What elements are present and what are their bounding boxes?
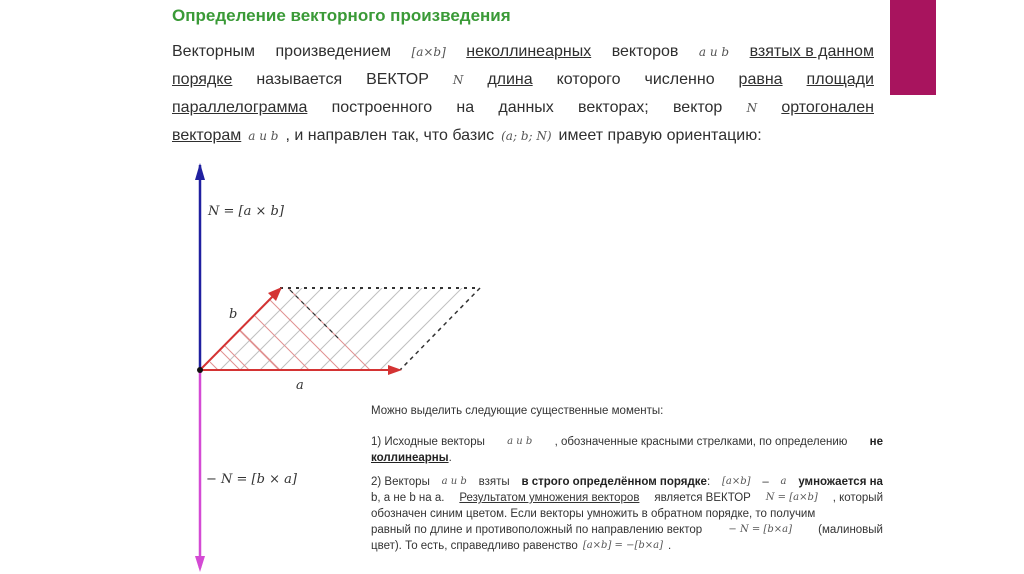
- word: численно: [644, 71, 715, 88]
- text-segment: :: [706, 476, 711, 488]
- emphasis-collinear: коллинеарны: [371, 452, 449, 464]
- term-area: площади: [806, 71, 874, 88]
- term-result: Результатом умножения векторов: [459, 492, 640, 504]
- formula-neg-N: − N = [b×a]: [728, 524, 792, 535]
- text-segment: .: [448, 452, 452, 464]
- term-noncollinear: неколлинеарных: [466, 43, 592, 60]
- text-segment: имеет правую ориентацию:: [558, 127, 762, 144]
- word: на: [456, 99, 475, 116]
- label-a: a: [296, 378, 304, 393]
- label-b: b: [229, 307, 238, 322]
- formula-basis: (a; b; N): [501, 129, 552, 143]
- parallelogram-right-edge: [400, 288, 480, 370]
- term-equal: равна: [738, 71, 783, 88]
- text-segment: цвет). То есть, справедливо равенство: [371, 540, 578, 552]
- vector-a-arrowhead: [388, 365, 402, 375]
- label-N: N = [a × b]: [208, 204, 284, 219]
- note-1: [371, 434, 883, 466]
- vector-b-shaft: [200, 291, 278, 370]
- formula-N: N: [746, 101, 758, 115]
- formula-vectors-a-b: a и b: [698, 45, 730, 59]
- formula-cross-product: [a×b]: [411, 45, 446, 59]
- word: Векторным: [172, 43, 256, 60]
- formula-cross-product: [a×b]: [721, 476, 751, 487]
- formula-N: N: [452, 73, 464, 87]
- term-vectors: векторам: [172, 127, 242, 144]
- text-segment: .: [668, 540, 672, 552]
- formula-a: a: [780, 476, 787, 487]
- text-segment: –: [762, 476, 769, 488]
- word: которого: [556, 71, 621, 88]
- label-neg-N: − N = [b × a]: [206, 472, 297, 487]
- formula-vectors-a-b: a и b: [441, 476, 467, 487]
- text-segment: обозначен синим цветом. Если векторы умножить в обратном порядке, то получим: [371, 508, 816, 520]
- word: произведением: [275, 43, 392, 60]
- note-1-line-1: [371, 434, 883, 450]
- term-orthogonal: ортогонален: [781, 99, 874, 116]
- term-parallelogram: параллелограмма: [172, 99, 308, 116]
- notes-intro: Можно выделить следующие существенные моменты:: [371, 405, 664, 417]
- formula-vectors-a-b: a и b: [507, 436, 533, 447]
- word: построенного: [331, 99, 433, 116]
- word: ВЕКТОР: [366, 71, 429, 88]
- text-segment: b, а не b на a.: [371, 492, 445, 504]
- note-2-line-3: [371, 506, 883, 522]
- note-2-line-4: [371, 522, 883, 538]
- word: данных: [498, 99, 554, 116]
- word: называется: [256, 71, 343, 88]
- emphasis-strict-order: в строго определённом порядке: [521, 476, 707, 488]
- text-segment: , и направлен так, что базис: [285, 127, 495, 144]
- text-segment: , обозначенные красными стрелками, по определению: [554, 436, 848, 448]
- formula-vectors-a-b: a и b: [248, 129, 279, 143]
- word: вектор: [672, 99, 723, 116]
- text-segment: равный по длине и противоположный по направлению вектор: [371, 524, 703, 536]
- note-2-line-5: [371, 538, 883, 554]
- notes-block: [371, 403, 883, 562]
- term-order: порядке: [172, 71, 233, 88]
- vector-N-arrowhead: [195, 163, 205, 180]
- text-segment: , который: [832, 492, 883, 504]
- term-given-order: взятых в данном: [749, 43, 874, 60]
- word: векторов: [611, 43, 679, 60]
- text-segment: является ВЕКТОР: [654, 492, 751, 504]
- vector-neg-N-arrowhead: [195, 556, 205, 572]
- text-segment: взяты: [478, 476, 510, 488]
- note-2-line-2: [371, 490, 883, 506]
- term-length: длина: [487, 71, 533, 88]
- formula-anticommutative: [a×b] = −[b×a]: [582, 540, 664, 551]
- note-1-line-2: [371, 450, 883, 466]
- text-segment: (малиновый: [818, 524, 883, 536]
- formula-N-def: N = [a×b]: [765, 492, 818, 503]
- emphasis-not: не: [869, 436, 883, 448]
- word: векторах;: [578, 99, 649, 116]
- slide-title: Определение векторного произведения: [172, 6, 511, 25]
- text-segment: 1) Исходные векторы: [371, 436, 485, 448]
- text-segment: 2) Векторы: [371, 476, 430, 488]
- emphasis-multiplied: умножается на: [798, 476, 883, 488]
- note-2-line-1: [371, 474, 883, 490]
- origin-point: [197, 367, 203, 373]
- note-2: [371, 474, 883, 554]
